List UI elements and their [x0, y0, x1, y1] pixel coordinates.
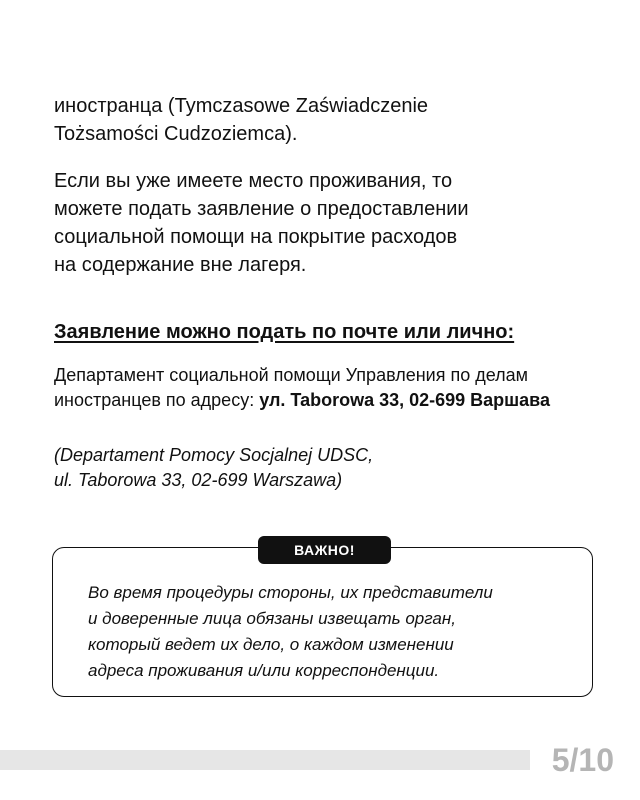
paragraph-residence: Если вы уже имеете место проживания, то можете подать заявление о предоставлении социальной помощи на покрытие расходов на содержание вне лагеря. — [54, 170, 469, 276]
page-progress-track — [0, 750, 530, 770]
page-number: 5/10 — [551, 742, 614, 778]
important-notice-text: Во время процедуры стороны, их представители и доверенные лица обязаны извещать орган, который ведет их дело, о каждом изменении адреса проживания и/или корреспонденции. — [88, 583, 493, 680]
polish-address: (Departament Pomocy Socjalnej UDSC, ul. Taborowa 33, 02-699 Warszawa) — [54, 445, 374, 490]
address-intro: Департамент социальной помощи Управления по делам иностранцев по адресу: — [54, 365, 529, 410]
important-badge: ВАЖНО! — [258, 536, 391, 564]
address-block — [54, 363, 574, 413]
address-street: ул. Taborowa 33, 02-699 Варшава — [259, 390, 551, 410]
paragraph-intro: иностранца (Tymczasowe Zaświadczenie Tożsamości Cudzoziemca). — [54, 95, 429, 145]
section-heading: Заявление можно подать по почте или лично: — [54, 321, 515, 343]
